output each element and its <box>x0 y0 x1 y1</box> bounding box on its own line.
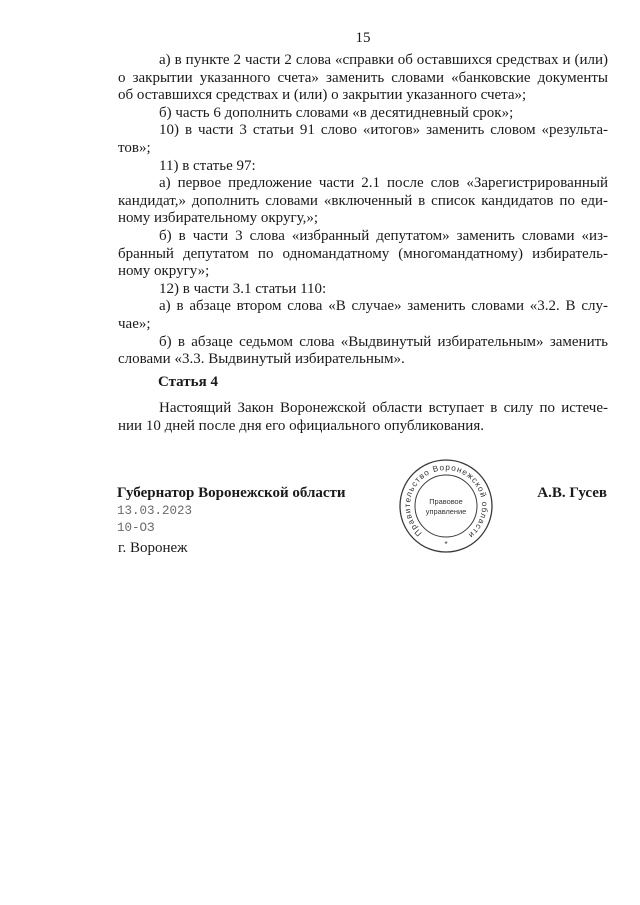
signing-city: г. Воронеж <box>118 540 188 556</box>
seal-inner-ring <box>415 475 477 537</box>
body-text-line: ному округу»; <box>118 263 210 280</box>
body-text-line: 10) в части 3 статьи 91 слово «итогов» заменить словом «результа- <box>159 122 608 139</box>
amendments-text <box>118 52 608 369</box>
official-seal <box>397 457 495 555</box>
body-text-line: ному избирательному округу,»; <box>118 210 319 227</box>
seal-star-icon: * <box>444 540 448 549</box>
article-text-line: нии 10 дней после дня его официального опубликования. <box>118 418 484 434</box>
article-text-line: Настоящий Закон Воронежской области вступает в силу по истече- <box>159 400 608 416</box>
signatory-name: А.В. Гусев <box>537 485 607 501</box>
article-heading: Статья 4 <box>158 374 218 390</box>
body-text-line: а) в абзаце втором слова «В случае» заменить словами «3.2. В слу- <box>159 298 608 315</box>
signatory-title: Губернатор Воронежской области <box>117 485 346 501</box>
article-text <box>118 399 608 435</box>
body-text-line: бранный депутатом по одномандатному (многомандатному) избиратель- <box>118 245 608 262</box>
signing-date: 13.03.2023 <box>117 504 193 518</box>
body-text-line: об оставшихся средствах и (или) о закрытии указанного счета»; <box>118 87 527 104</box>
page-number: 15 <box>355 30 371 46</box>
law-number: 10-ОЗ <box>117 521 155 535</box>
body-text-line: 12) в части 3.1 статьи 110: <box>159 280 327 297</box>
body-text-line: б) в части 3 слова «избранный депутатом» заменить словами «из- <box>159 227 608 244</box>
body-text-line: б) в абзаце седьмом слова «Выдвинутый избирательным» заменить <box>159 333 608 350</box>
body-text-line: 11) в статье 97: <box>159 157 256 174</box>
body-text-line: о закрытии указанного счета» заменить словами «банковские документы <box>118 69 608 86</box>
body-text-line: тов»; <box>118 139 151 156</box>
seal-outer-ring <box>400 460 492 552</box>
body-text-line: а) первое предложение части 2.1 после слов «Зарегистрированный <box>159 175 608 192</box>
body-text-line: кандидат,» дополнить словами «включенный в список кандидатов по еди- <box>118 192 608 209</box>
body-text-line: б) часть 6 дополнить словами «в десятидневный срок»; <box>159 104 514 121</box>
body-text-line: чае»; <box>118 315 151 332</box>
seal-center-line-2: управление <box>425 507 467 516</box>
seal-center-line-1: Правовое <box>429 497 463 506</box>
seal-ring-text: Правительство Воронежской области <box>402 462 490 540</box>
body-text-line: словами «3.3. Выдвинутый избирательным». <box>118 351 405 368</box>
body-text-line: а) в пункте 2 части 2 слова «справки об оставшихся средствах и (или) <box>159 52 608 68</box>
